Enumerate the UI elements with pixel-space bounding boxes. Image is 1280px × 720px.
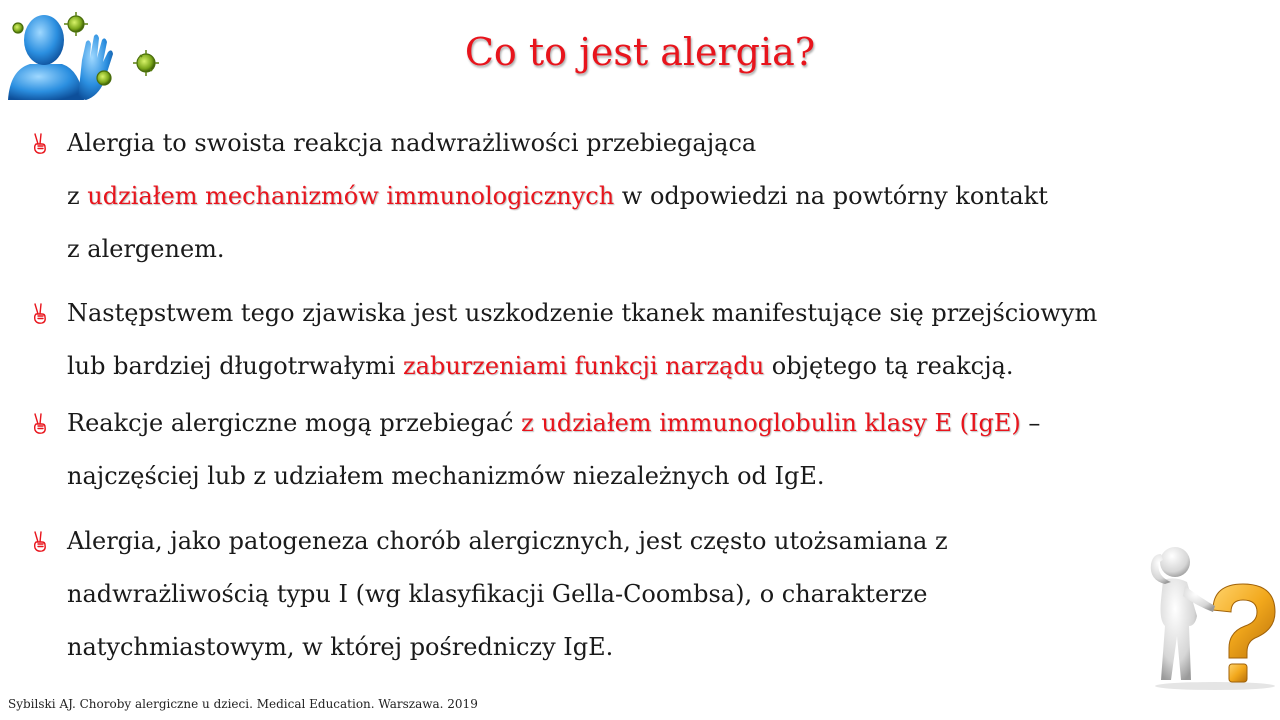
slide-title: Co to jest alergia? [464,30,816,74]
body-text: Następstwem tego zjawiska jest uszkodzenie tkanek manifestujące się przejściowym [67,299,1098,327]
highlighted-text: zaburzeniami funkcji narządu [403,352,765,380]
victory-hand-icon [30,515,50,568]
body-text: – [1020,409,1041,437]
bullet-line [67,287,1230,340]
bullet-list [30,117,1230,674]
highlighted-text: udziałem mechanizmów immunologicznych [87,182,615,210]
victory-hand-icon [30,287,50,340]
body-text: z [67,182,88,210]
bullet-item [30,117,1230,276]
bullet-line [67,515,1230,568]
body-text: Alergia to swoista reakcja nadwrażliwości przebiegająca [67,129,757,157]
bullet-item [30,287,1230,393]
bullet-line [67,450,1230,503]
bullet-line [67,397,1230,450]
body-text: objętego tą reakcją. [764,352,1014,380]
body-text: najczęściej lub z udziałem mechanizmów niezależnych od IgE. [67,462,825,490]
bullet-line [67,170,1230,223]
source-citation: Sybilski AJ. Choroby alergiczne u dzieci. Medical Education. Warszawa. 2019 [8,697,478,711]
bullet-line [67,340,1230,393]
bullet-line [67,568,1230,621]
bullet-item [30,397,1230,503]
bullet-item [30,515,1230,674]
bullet-line [67,117,1230,170]
body-text: nadwrażliwością typu I (wg klasyfikacji Gella-Coombsa), o charakterze [67,580,928,608]
body-text: lub bardziej długotrwałymi [67,352,404,380]
bullet-line [67,621,1230,674]
victory-hand-icon [30,117,50,170]
victory-hand-icon [30,397,50,450]
highlighted-text: z udziałem immunoglobulin klasy E (IgE) [521,409,1021,437]
body-text: Alergia, jako patogeneza chorób alergicznych, jest często utożsamiana z [67,527,948,555]
body-text: z alergenem. [67,235,225,263]
body-text: natychmiastowym, w której pośredniczy IgE. [67,633,614,661]
thinking-figure-question-mark-icon [1135,540,1280,690]
bullet-line [67,223,1230,276]
body-text: w odpowiedzi na powtórny kontakt [614,182,1048,210]
body-text: Reakcje alergiczne mogą przebiegać [67,409,522,437]
